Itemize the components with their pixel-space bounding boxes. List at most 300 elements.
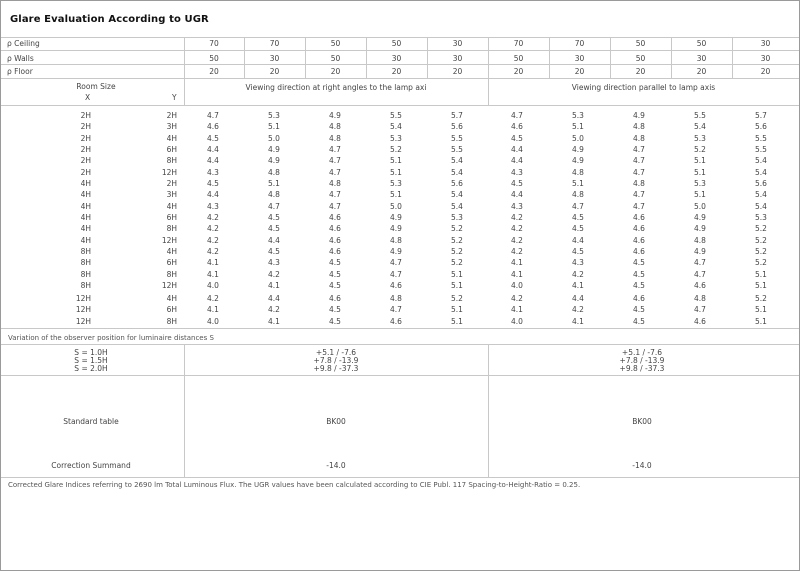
ugr-value: 4.2 xyxy=(207,294,219,303)
variation-distance-label: S = 1.0H xyxy=(74,348,108,357)
ugr-value: 5.4 xyxy=(755,201,767,211)
ugr-value: 4.5 xyxy=(268,247,280,256)
ugr-value: 4.5 xyxy=(633,269,645,279)
ugr-value: 4.1 xyxy=(207,258,219,268)
ugr-value: 4.5 xyxy=(572,212,584,222)
reflectance-walls-value: 50 xyxy=(209,54,219,63)
ugr-value: 5.5 xyxy=(755,133,767,143)
divider xyxy=(488,37,489,78)
ugr-value: 4.9 xyxy=(572,144,584,154)
ugr-value: 4.4 xyxy=(511,144,523,154)
reflectance-walls-value: 30 xyxy=(452,54,463,63)
reflectance-ceiling-value: 70 xyxy=(269,39,280,48)
ugr-value: 4.0 xyxy=(511,280,523,290)
divider xyxy=(427,37,428,78)
ugr-value: 5.1 xyxy=(451,316,463,326)
reflectance-walls-value: 50 xyxy=(513,54,524,63)
ugr-value: 4.8 xyxy=(268,190,280,200)
room-x-value: 8H xyxy=(80,258,91,268)
ugr-value: 5.1 xyxy=(390,167,402,177)
variation-label: Variation of the observer position for luminaire distances S xyxy=(8,334,214,342)
ugr-value: 5.1 xyxy=(268,122,280,132)
ugr-value: 4.4 xyxy=(572,294,584,303)
variation-range-right: +5.1 / -7.6 xyxy=(621,348,663,357)
ugr-value: 4.2 xyxy=(572,305,584,315)
ugr-value: 4.3 xyxy=(268,258,280,268)
divider xyxy=(1,477,799,478)
ugr-value: 5.5 xyxy=(451,133,463,143)
ugr-value: 5.6 xyxy=(451,179,463,188)
ugr-value: 4.1 xyxy=(572,316,584,326)
ugr-value: 4.8 xyxy=(572,167,584,177)
ugr-value: 4.8 xyxy=(633,179,645,188)
ugr-value: 5.1 xyxy=(572,122,584,132)
ugr-value: 4.1 xyxy=(572,280,584,290)
ugr-value: 4.1 xyxy=(268,280,280,290)
ugr-value: 5.1 xyxy=(390,190,402,200)
ugr-value: 5.4 xyxy=(755,190,767,200)
room-y-value: 2H xyxy=(166,179,177,188)
room-x-value: 2H xyxy=(80,167,91,177)
ugr-value: 4.5 xyxy=(633,258,645,268)
ugr-value: 4.7 xyxy=(390,258,402,268)
reflectance-walls-value: 50 xyxy=(635,54,646,63)
ugr-value: 5.5 xyxy=(390,111,402,120)
ugr-value: 4.6 xyxy=(694,280,706,290)
ugr-value: 4.5 xyxy=(207,133,219,143)
ugr-value: 4.3 xyxy=(207,201,219,211)
ugr-value: 5.2 xyxy=(755,235,767,245)
ugr-value: 4.1 xyxy=(511,305,523,315)
ugr-value: 5.3 xyxy=(451,212,463,222)
ugr-value: 4.1 xyxy=(511,258,523,268)
reflectance-ceiling-value: 30 xyxy=(760,39,771,48)
ugr-value: 4.6 xyxy=(633,224,645,234)
room-x-value: 2H xyxy=(80,133,91,143)
ugr-value: 5.2 xyxy=(755,224,767,234)
room-size-label: Room Size xyxy=(76,82,116,91)
ugr-value: 5.2 xyxy=(755,258,767,268)
ugr-value: 4.4 xyxy=(572,235,584,245)
ugr-value: 5.1 xyxy=(451,280,463,290)
ugr-value: 5.4 xyxy=(451,156,463,166)
ugr-value: 5.0 xyxy=(390,201,402,211)
ugr-value: 4.7 xyxy=(329,167,341,177)
reflectance-floor-value: 20 xyxy=(696,67,707,76)
room-y-value: 6H xyxy=(166,258,177,268)
ugr-value: 4.3 xyxy=(511,201,523,211)
room-x-label: X xyxy=(85,93,91,102)
ugr-value: 4.9 xyxy=(390,224,402,234)
ugr-value: 4.7 xyxy=(268,201,280,211)
divider xyxy=(1,344,799,345)
ugr-value: 4.7 xyxy=(511,111,523,120)
reflectance-walls-value: 30 xyxy=(574,54,585,63)
divider xyxy=(1,105,799,106)
ugr-value: 4.4 xyxy=(268,235,280,245)
ugr-value: 4.8 xyxy=(268,167,280,177)
ugr-value: 4.5 xyxy=(268,224,280,234)
room-y-value: 4H xyxy=(166,294,177,303)
ugr-value: 4.5 xyxy=(268,212,280,222)
reflectance-floor-value: 20 xyxy=(269,67,280,76)
ugr-value: 5.4 xyxy=(755,156,767,166)
divider xyxy=(184,344,185,477)
ugr-value: 4.8 xyxy=(390,235,402,245)
ugr-value: 4.5 xyxy=(633,316,645,326)
ugr-value: 5.1 xyxy=(755,269,767,279)
ugr-value: 4.3 xyxy=(207,167,219,177)
reflectance-walls-value: 30 xyxy=(391,54,402,63)
ugr-value: 5.7 xyxy=(755,111,767,120)
reflectance-ceiling-value: 50 xyxy=(391,39,402,48)
ugr-value: 4.2 xyxy=(207,212,219,222)
ugr-value: 4.3 xyxy=(572,258,584,268)
ugr-value: 4.4 xyxy=(511,156,523,166)
reflectance-floor-value: 20 xyxy=(574,67,585,76)
ugr-value: 4.7 xyxy=(329,156,341,166)
ugr-value: 4.2 xyxy=(572,269,584,279)
reflectance-walls-value: 50 xyxy=(330,54,341,63)
room-y-value: 8H xyxy=(166,224,177,234)
ugr-value: 5.2 xyxy=(451,224,463,234)
room-y-value: 4H xyxy=(166,201,177,211)
ugr-value: 5.2 xyxy=(451,258,463,268)
ugr-value: 4.7 xyxy=(694,269,706,279)
ugr-value: 4.4 xyxy=(207,156,219,166)
divider xyxy=(305,37,306,78)
ugr-value: 4.2 xyxy=(511,235,523,245)
ugr-value: 4.8 xyxy=(329,179,341,188)
ugr-value: 5.5 xyxy=(451,144,463,154)
footer-note: Corrected Glare Indices referring to 2690 lm Total Luminous Flux. The UGR values have been calculated according to CIE Publ. 117 Spacing-to-Height-Ratio = 0.25. xyxy=(8,481,581,489)
ugr-value: 4.4 xyxy=(511,190,523,200)
ugr-value: 4.7 xyxy=(694,258,706,268)
room-x-value: 2H xyxy=(80,156,91,166)
variation-distance-label: S = 1.5H xyxy=(74,356,108,365)
ugr-value: 4.6 xyxy=(329,294,341,303)
ugr-value: 5.1 xyxy=(572,179,584,188)
room-y-value: 4H xyxy=(166,133,177,143)
ugr-value: 5.4 xyxy=(451,167,463,177)
ugr-value: 5.1 xyxy=(755,316,767,326)
reflectance-ceiling-value: 50 xyxy=(330,39,341,48)
ugr-value: 5.1 xyxy=(755,305,767,315)
ugr-value: 4.5 xyxy=(511,133,523,143)
ugr-value: 5.2 xyxy=(451,235,463,245)
ugr-value: 5.3 xyxy=(694,179,706,188)
ugr-value: 4.8 xyxy=(633,133,645,143)
ugr-value: 4.4 xyxy=(207,190,219,200)
room-y-value: 8H xyxy=(166,269,177,279)
ugr-value: 5.3 xyxy=(390,133,402,143)
divider xyxy=(1,375,799,376)
ugr-value: 5.2 xyxy=(451,294,463,303)
ugr-value: 4.7 xyxy=(633,190,645,200)
ugr-value: 4.5 xyxy=(633,280,645,290)
ugr-value: 4.1 xyxy=(207,305,219,315)
ugr-value: 4.7 xyxy=(633,201,645,211)
ugr-value: 4.6 xyxy=(390,280,402,290)
ugr-value: 5.2 xyxy=(694,144,706,154)
ugr-value: 4.6 xyxy=(633,294,645,303)
room-x-value: 4H xyxy=(80,190,91,200)
divider xyxy=(549,37,550,78)
reflectance-ceiling-value: 70 xyxy=(209,39,219,48)
ugr-value: 5.7 xyxy=(451,111,463,120)
divider xyxy=(184,78,185,105)
divider xyxy=(366,37,367,78)
reflectance-walls-value: 30 xyxy=(269,54,280,63)
ugr-value: 5.1 xyxy=(694,190,706,200)
ugr-value: 4.8 xyxy=(694,294,706,303)
divider xyxy=(184,37,185,78)
ugr-value: 4.7 xyxy=(633,167,645,177)
divider xyxy=(244,37,245,78)
reflectance-label-ceiling: ρ Ceiling xyxy=(7,39,40,48)
ugr-value: 4.5 xyxy=(329,316,341,326)
ugr-value: 4.5 xyxy=(511,179,523,188)
reflectance-floor-value: 20 xyxy=(452,67,463,76)
room-y-value: 8H xyxy=(166,316,177,326)
ugr-value: 5.2 xyxy=(755,247,767,256)
room-x-value: 4H xyxy=(80,224,91,234)
ugr-value: 4.0 xyxy=(207,316,219,326)
ugr-value: 4.5 xyxy=(329,280,341,290)
ugr-value: 4.2 xyxy=(268,305,280,315)
room-x-value: 2H xyxy=(80,111,91,120)
room-x-value: 2H xyxy=(80,144,91,154)
ugr-value: 4.7 xyxy=(633,156,645,166)
variation-range-right: +9.8 / -37.3 xyxy=(619,364,665,373)
ugr-value: 5.3 xyxy=(755,212,767,222)
divider xyxy=(1,37,799,38)
room-y-value: 12H xyxy=(161,280,177,290)
ugr-value: 4.1 xyxy=(268,316,280,326)
ugr-value: 4.7 xyxy=(390,305,402,315)
ugr-value: 5.1 xyxy=(390,156,402,166)
ugr-value: 4.0 xyxy=(511,316,523,326)
standard-table-label: Standard table xyxy=(63,417,119,426)
correction-right: -14.0 xyxy=(632,461,652,470)
correction-left: -14.0 xyxy=(326,461,346,470)
ugr-value: 4.6 xyxy=(329,212,341,222)
ugr-value: 4.7 xyxy=(694,305,706,315)
ugr-value: 4.5 xyxy=(329,258,341,268)
ugr-value: 5.2 xyxy=(451,247,463,256)
room-x-value: 12H xyxy=(75,305,91,315)
divider xyxy=(610,37,611,78)
room-x-value: 12H xyxy=(75,316,91,326)
ugr-value: 4.9 xyxy=(390,212,402,222)
ugr-value: 5.2 xyxy=(755,294,767,303)
reflectance-ceiling-value: 30 xyxy=(452,39,463,48)
ugr-value: 4.9 xyxy=(329,111,341,120)
ugr-value: 4.7 xyxy=(329,144,341,154)
ugr-value: 5.1 xyxy=(268,179,280,188)
room-x-value: 4H xyxy=(80,179,91,188)
ugr-value: 4.9 xyxy=(694,247,706,256)
room-y-value: 2H xyxy=(166,111,177,120)
room-y-value: 8H xyxy=(166,156,177,166)
ugr-value: 4.8 xyxy=(694,235,706,245)
ugr-value: 5.3 xyxy=(694,133,706,143)
ugr-value: 5.1 xyxy=(694,156,706,166)
reflectance-walls-value: 30 xyxy=(696,54,707,63)
ugr-value: 4.6 xyxy=(633,212,645,222)
ugr-value: 4.2 xyxy=(207,235,219,245)
room-y-label: Y xyxy=(172,93,177,102)
reflectance-floor-value: 20 xyxy=(209,67,219,76)
divider xyxy=(1,64,799,65)
ugr-value: 4.5 xyxy=(633,305,645,315)
room-x-value: 8H xyxy=(80,247,91,256)
room-x-value: 12H xyxy=(75,294,91,303)
ugr-value: 5.1 xyxy=(451,269,463,279)
ugr-value: 5.4 xyxy=(390,122,402,132)
ugr-value: 4.0 xyxy=(207,280,219,290)
variation-range-left: +5.1 / -7.6 xyxy=(315,348,357,357)
ugr-value: 5.0 xyxy=(268,133,280,143)
divider xyxy=(1,328,799,329)
ugr-value: 5.3 xyxy=(390,179,402,188)
divider xyxy=(671,37,672,78)
reflectance-ceiling-value: 50 xyxy=(696,39,707,48)
ugr-value: 5.1 xyxy=(451,305,463,315)
ugr-value: 5.5 xyxy=(694,111,706,120)
ugr-value: 4.1 xyxy=(207,269,219,279)
page-title: Glare Evaluation According to UGR xyxy=(10,14,209,25)
reflectance-ceiling-value: 70 xyxy=(574,39,585,48)
ugr-value: 4.6 xyxy=(511,122,523,132)
ugr-value: 4.7 xyxy=(329,201,341,211)
ugr-value: 4.6 xyxy=(633,235,645,245)
room-x-value: 2H xyxy=(80,122,91,132)
reflectance-floor-value: 20 xyxy=(391,67,402,76)
ugr-value: 4.5 xyxy=(329,269,341,279)
ugr-value: 4.3 xyxy=(511,167,523,177)
divider xyxy=(1,78,799,79)
variation-range-left: +9.8 / -37.3 xyxy=(313,364,359,373)
divider xyxy=(488,344,489,477)
ugr-value: 5.4 xyxy=(755,167,767,177)
ugr-value: 4.7 xyxy=(633,144,645,154)
ugr-value: 4.8 xyxy=(572,190,584,200)
reflectance-walls-value: 30 xyxy=(760,54,771,63)
ugr-value: 4.9 xyxy=(633,111,645,120)
ugr-value: 4.8 xyxy=(329,122,341,132)
reflectance-floor-value: 20 xyxy=(513,67,524,76)
ugr-value: 5.6 xyxy=(755,122,767,132)
room-x-value: 4H xyxy=(80,201,91,211)
room-x-value: 4H xyxy=(80,212,91,222)
view-right-angles-header: Viewing direction at right angles to the lamp axi xyxy=(245,83,427,92)
correction-label: Correction Summand xyxy=(51,461,131,470)
ugr-value: 4.6 xyxy=(390,316,402,326)
ugr-value: 4.2 xyxy=(511,212,523,222)
ugr-value: 4.6 xyxy=(329,247,341,256)
room-y-value: 3H xyxy=(166,190,177,200)
ugr-value: 4.5 xyxy=(572,247,584,256)
ugr-value: 4.2 xyxy=(268,269,280,279)
ugr-value: 4.6 xyxy=(207,122,219,132)
ugr-value: 4.9 xyxy=(694,224,706,234)
ugr-value: 4.7 xyxy=(329,190,341,200)
ugr-value: 4.9 xyxy=(390,247,402,256)
view-parallel-header: Viewing direction parallel to lamp axis xyxy=(571,83,716,92)
room-x-value: 8H xyxy=(80,280,91,290)
reflectance-ceiling-value: 50 xyxy=(635,39,646,48)
variation-range-right: +7.8 / -13.9 xyxy=(619,356,665,365)
ugr-value: 4.8 xyxy=(329,133,341,143)
ugr-value: 4.5 xyxy=(572,224,584,234)
ugr-value: 5.5 xyxy=(755,144,767,154)
divider xyxy=(1,50,799,51)
reflectance-floor-value: 20 xyxy=(760,67,771,76)
ugr-value: 4.6 xyxy=(329,224,341,234)
room-y-value: 6H xyxy=(166,305,177,315)
ugr-value: 5.4 xyxy=(694,122,706,132)
ugr-value: 4.2 xyxy=(511,224,523,234)
room-y-value: 12H xyxy=(161,235,177,245)
ugr-value: 5.3 xyxy=(268,111,280,120)
ugr-value: 4.4 xyxy=(207,144,219,154)
ugr-value: 4.4 xyxy=(268,294,280,303)
ugr-value: 4.9 xyxy=(268,144,280,154)
ugr-value: 4.2 xyxy=(207,224,219,234)
ugr-value: 5.4 xyxy=(451,190,463,200)
reflectance-ceiling-value: 70 xyxy=(513,39,524,48)
room-y-value: 6H xyxy=(166,212,177,222)
ugr-value: 4.7 xyxy=(207,111,219,120)
room-y-value: 6H xyxy=(166,144,177,154)
room-y-value: 4H xyxy=(166,247,177,256)
ugr-value: 4.8 xyxy=(633,122,645,132)
ugr-value: 4.9 xyxy=(268,156,280,166)
reflectance-floor-value: 20 xyxy=(330,67,341,76)
ugr-value: 4.2 xyxy=(207,247,219,256)
room-y-value: 12H xyxy=(161,167,177,177)
standard-table-right: BK00 xyxy=(632,417,652,426)
ugr-value: 4.9 xyxy=(694,212,706,222)
ugr-value: 4.6 xyxy=(694,316,706,326)
ugr-value: 4.7 xyxy=(572,201,584,211)
ugr-value: 4.9 xyxy=(572,156,584,166)
room-x-value: 8H xyxy=(80,269,91,279)
ugr-value: 4.8 xyxy=(390,294,402,303)
ugr-value: 4.6 xyxy=(329,235,341,245)
ugr-value: 4.2 xyxy=(511,294,523,303)
reflectance-label-walls: ρ Walls xyxy=(7,54,34,63)
room-y-value: 3H xyxy=(166,122,177,132)
ugr-value: 4.5 xyxy=(329,305,341,315)
variation-range-left: +7.8 / -13.9 xyxy=(313,356,359,365)
ugr-value: 4.7 xyxy=(390,269,402,279)
reflectance-label-floor: ρ Floor xyxy=(7,67,33,76)
divider xyxy=(732,37,733,78)
divider xyxy=(488,78,489,105)
ugr-value: 4.5 xyxy=(207,179,219,188)
ugr-value: 5.1 xyxy=(694,167,706,177)
ugr-value: 5.0 xyxy=(572,133,584,143)
ugr-value: 5.2 xyxy=(390,144,402,154)
ugr-value: 5.1 xyxy=(755,280,767,290)
room-x-value: 4H xyxy=(80,235,91,245)
ugr-value: 5.4 xyxy=(451,201,463,211)
ugr-value: 5.6 xyxy=(755,179,767,188)
standard-table-left: BK00 xyxy=(326,417,346,426)
ugr-value: 4.1 xyxy=(511,269,523,279)
